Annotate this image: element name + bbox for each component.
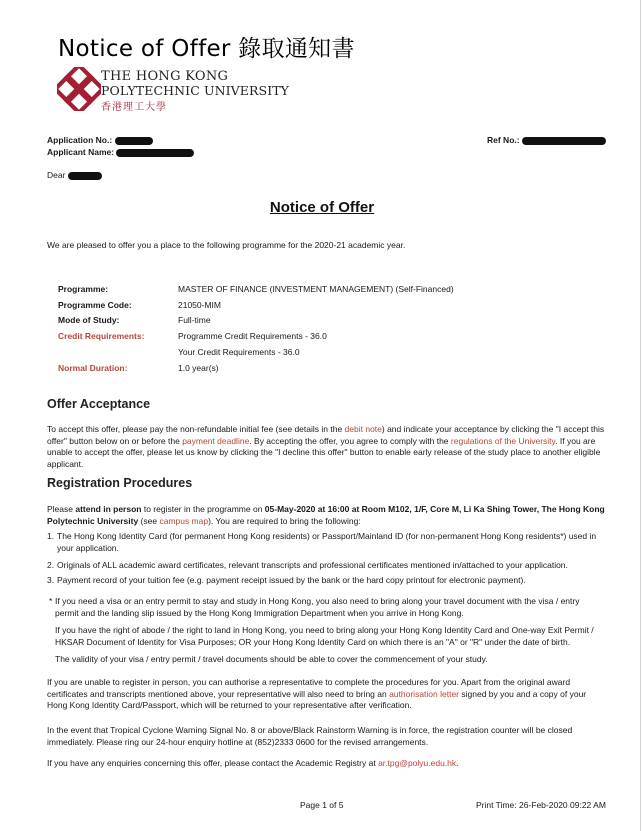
debit-note-link[interactable]: debit note	[344, 424, 382, 434]
campus-map-link[interactable]: campus map	[159, 515, 209, 526]
university-name-chinese: 香港理工大學	[101, 102, 167, 113]
typhoon-warning-text: In the event that Tropical Cyclone Warning Signal No. 8 or above/Black Rainstorm Warning is in force, the registration counter will be closed immediately. Please ring our 24-hour enquiry hotline at (852)2333 0600 for the revised arrangements.	[47, 725, 573, 747]
validity-note: The validity of your visa / entry permit / travel documents should be able to cover the commencement of your study.	[55, 654, 488, 664]
page-title: Notice of Offer 錄取通知書	[58, 36, 355, 62]
salutation	[47, 170, 102, 180]
polyu-logo-icon	[57, 67, 101, 111]
your-credit-value: Your Credit Requirements - 36.0	[178, 347, 300, 357]
registration-intro-text: Please attend in person to register in the programme on 05-May-2020 at 16:00 at Room M102, 1/F, Core M, Li Ka Shing Tower, The Hong Kong Polytechnic University (see campus map). You are required to bring the following:	[47, 504, 605, 526]
offer-acceptance-text: To accept this offer, please pay the non-refundable initial fee (see details in the debit note) and indicate your acceptance by clicking the "I accept this offer" button below on or before the payment deadline. By accepting the offer, you agree to comply with the regulations of the University. If you are unable to accept the offer, please let us know by clicking the "I decline this offer" button to enable early release of the study place to another eligible applicant.	[47, 424, 605, 469]
mode-of-study-label: Mode of Study:	[58, 315, 120, 325]
authorisation-letter-link[interactable]: authorisation letter	[389, 688, 460, 699]
university-name-line1: THE HONG KONG	[101, 69, 229, 84]
normal-duration-link[interactable]: Normal Duration:	[58, 363, 128, 373]
representative-text: If you are unable to register in person, you can authorise a representative to complete the procedures for you. Apart from the original award certificates and transcripts mentioned above, your representative will also need to bring an authorisation letter signed by you and a copy of your Hong Kong Identity Card/Passport, which will be returned to your representative after verification.	[47, 677, 587, 710]
redaction-block	[116, 149, 194, 157]
programme-code-label: Programme Code:	[58, 300, 132, 310]
enquiry-text: If you have any enquiries concerning this offer, please contact the Academic Registry at ar.tpg@polyu.edu.hk.	[47, 758, 459, 768]
visa-note: If you need a visa or an entry permit to stay and study in Hong Kong, you also need to bring along your travel document with the visa / entry permit and the landing slip issued by the Hong Kong Immigration Department when you arrive in Hong Kong.	[55, 596, 580, 618]
programme-code-value: 21050-MIM	[178, 300, 221, 310]
intro-text: We are pleased to offer you a place to the following programme for the 2020-21 academic year.	[47, 240, 406, 250]
right-of-abode-note: If you have the right of abode / the right to land in Hong Kong, you need to bring along your Hong Kong Identity Card and One-way Exit Permit / HKSAR Document of Identity for Visa Purposes; OR your Hong Kong Identity Card on which there is an "A" or "R" under the date of birth.	[55, 625, 594, 647]
credit-requirements-link[interactable]: Credit Requirements:	[58, 331, 145, 341]
university-name-line2: POLYTECHNIC UNIVERSITY	[101, 83, 290, 98]
redaction-block	[68, 172, 102, 180]
normal-duration-value: 1.0 year(s)	[178, 363, 219, 373]
university-regulations-link[interactable]: regulations of the University	[450, 435, 556, 446]
notice-heading: Notice of Offer	[269, 199, 375, 216]
mode-of-study-value: Full-time	[178, 315, 211, 325]
payment-deadline-link[interactable]: payment deadline	[182, 435, 250, 446]
programme-label: Programme:	[58, 284, 109, 294]
list-item: 1. The Hong Kong Identity Card (for permanent Hong Kong residents) or Passport/Mainland ID (for non-permanent Hong Kong residents*) used in your application.	[47, 531, 597, 553]
application-no	[47, 135, 153, 145]
ref-no-label: Ref No.:	[487, 135, 520, 145]
page-edge	[640, 0, 641, 831]
list-item: 3. Payment record of your tuition fee (e.g. payment receipt issued by the bank or the hard copy printout for electronic payment).	[47, 575, 526, 585]
applicant-name-label: Applicant Name:	[47, 147, 115, 157]
email-link[interactable]: ar.tpg@polyu.edu.hk	[378, 758, 457, 768]
application-no-label: Application No.:	[47, 135, 113, 145]
applicant-name	[47, 147, 194, 157]
page-number: Page 1 of 5	[300, 800, 344, 810]
print-time: Print Time: 26-Feb-2020 09:22 AM	[476, 800, 606, 810]
redaction-block	[115, 137, 153, 145]
dear-label: Dear	[47, 170, 66, 180]
programme-credit-value: Programme Credit Requirements - 36.0	[178, 331, 327, 341]
ref-no	[487, 135, 606, 145]
list-item: 2. Originals of ALL academic award certificates, relevant transcripts and professional certificates mentioned in/attached to your application.	[47, 560, 568, 570]
offer-acceptance-heading: Offer Acceptance	[47, 397, 151, 411]
programme-value: MASTER OF FINANCE (INVESTMENT MANAGEMENT) (Self-Financed)	[178, 284, 454, 294]
note-asterisk: *	[49, 596, 53, 606]
redaction-block	[522, 137, 606, 145]
registration-procedures-heading: Registration Procedures	[47, 476, 193, 490]
